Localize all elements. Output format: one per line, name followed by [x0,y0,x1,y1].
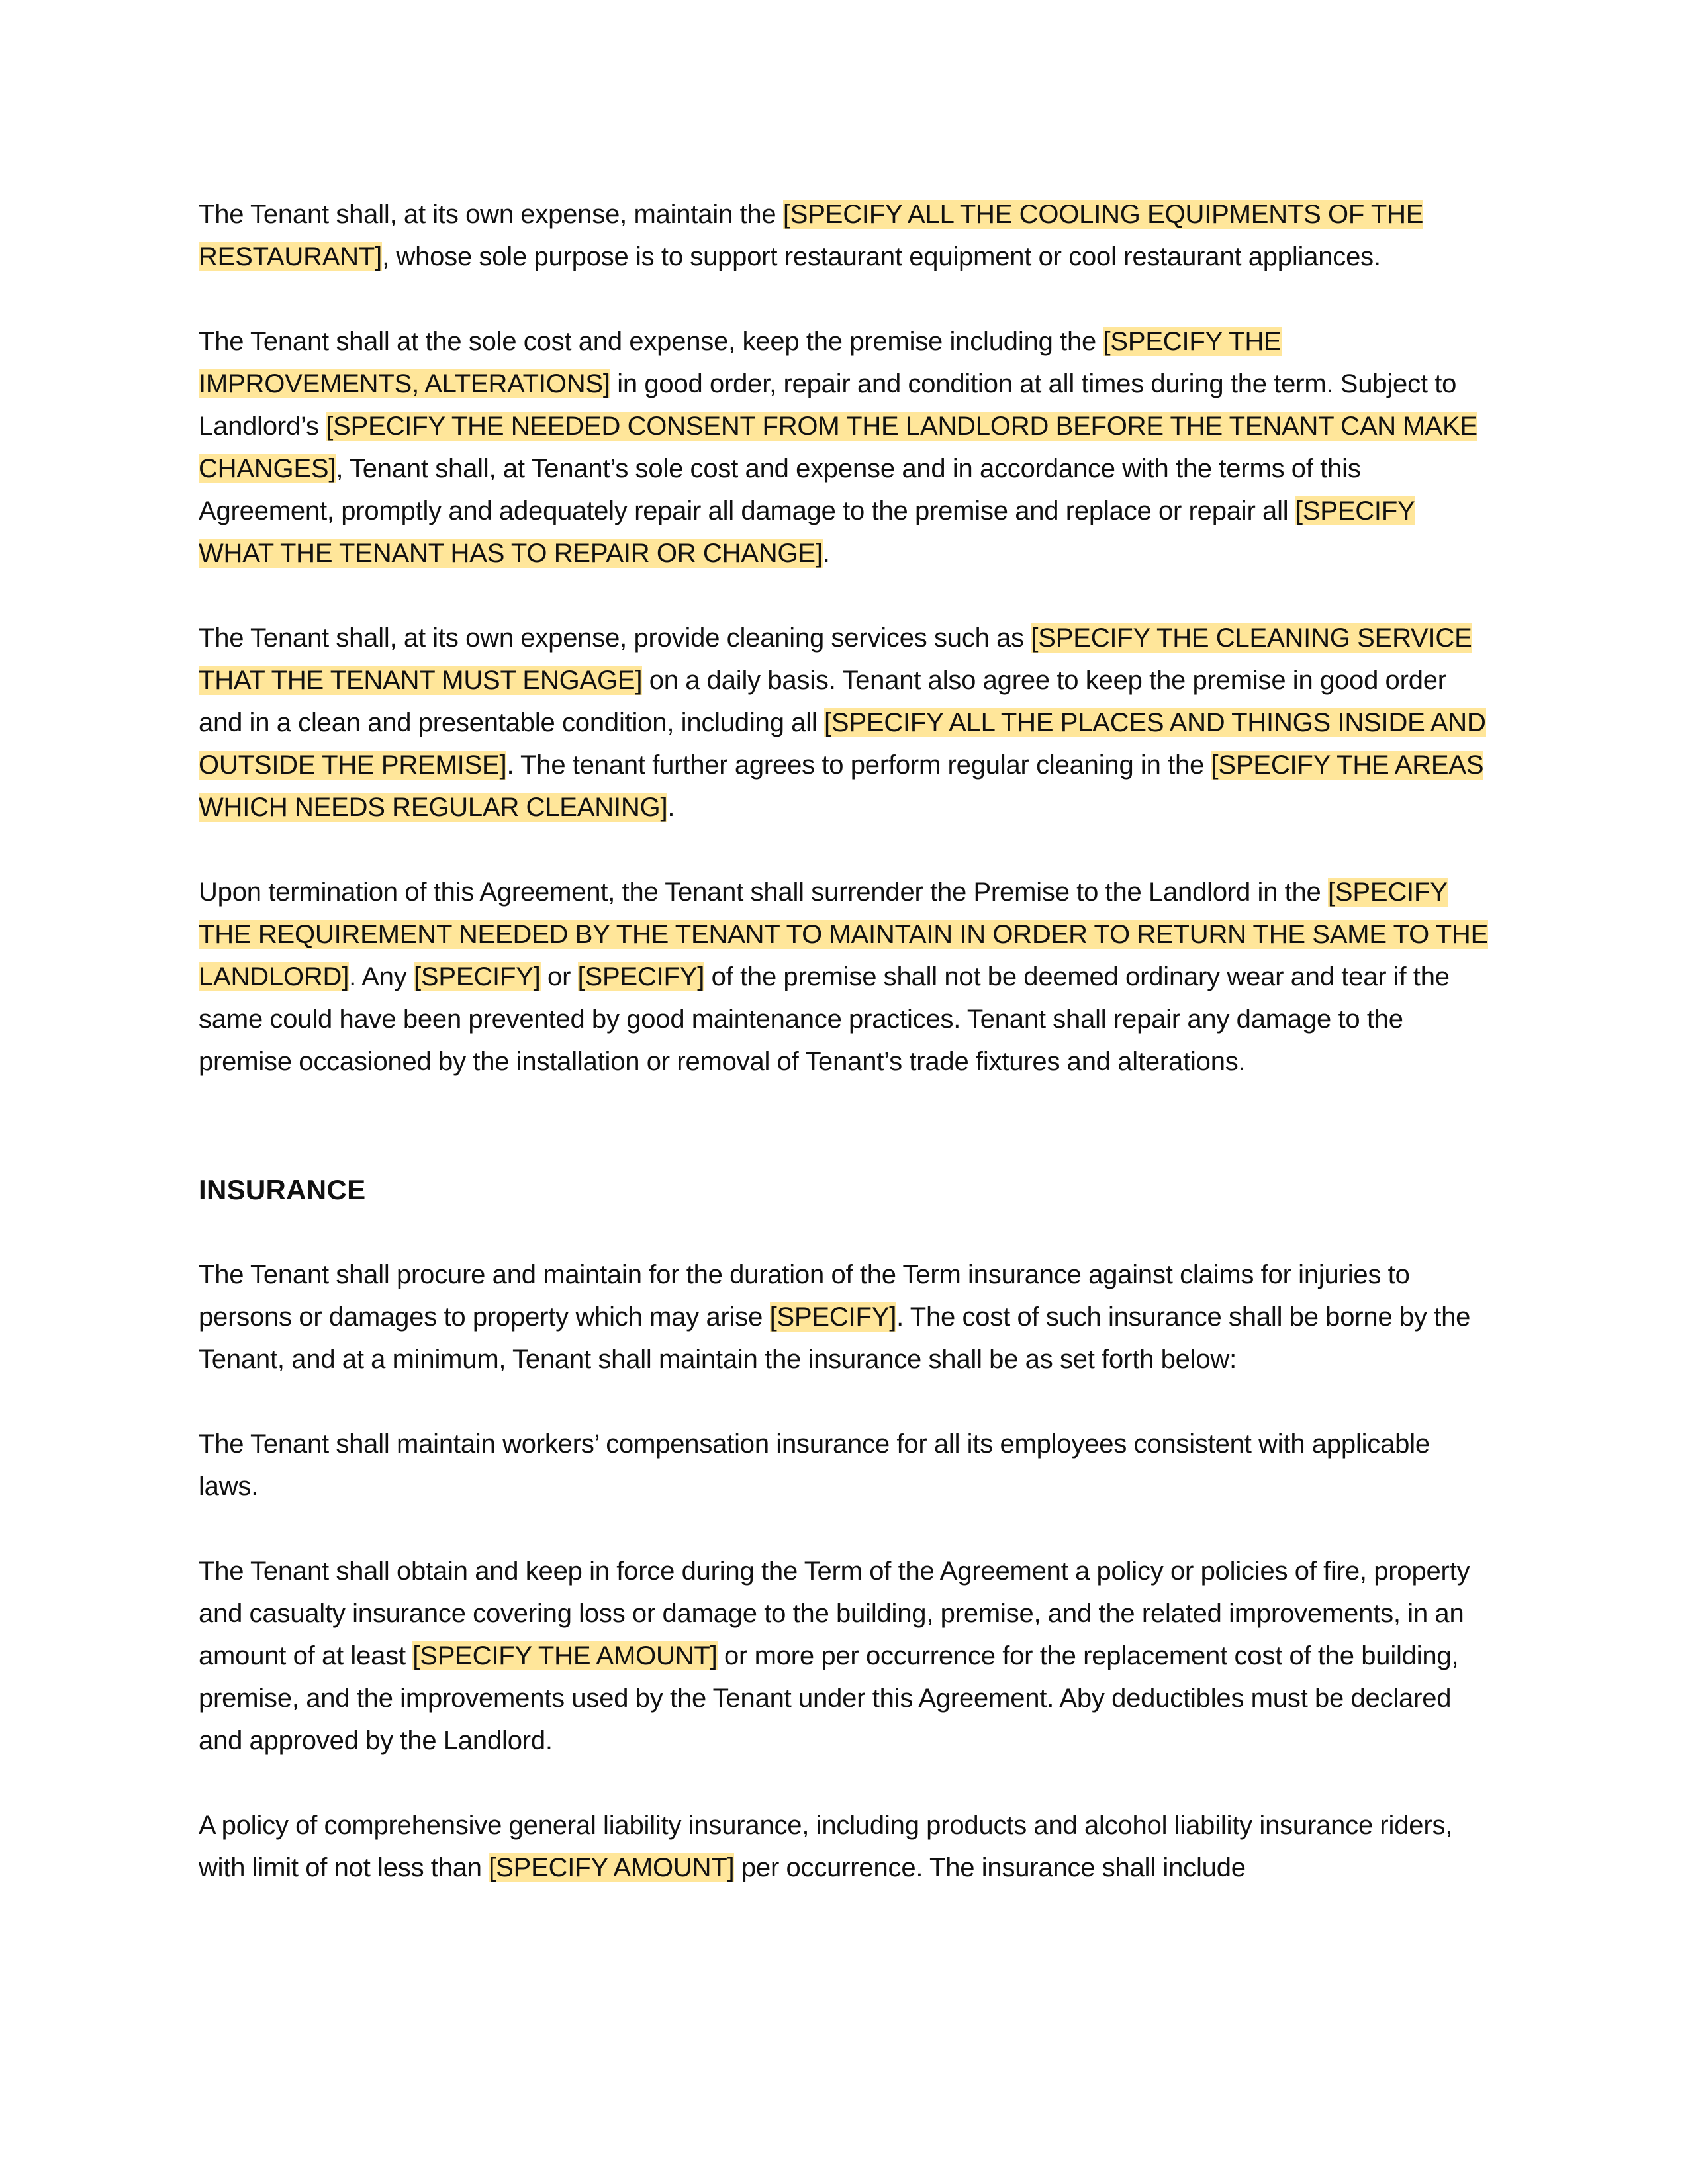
placeholder-highlight: [SPECIFY ALL THE COOLING EQUIPMENTS OF THE RESTAURANT] [199,200,1424,271]
placeholder-highlight: [SPECIFY ALL THE PLACES AND THINGS INSIDE AND OUTSIDE THE PREMISE] [199,708,1486,780]
paragraph-insurance-intro [199,1253,1489,1381]
placeholder-highlight: [SPECIFY THE NEEDED CONSENT FROM THE LANDLORD BEFORE THE TENANT CAN MAKE CHANGES] [199,412,1477,483]
placeholder-highlight: [SPECIFY WHAT THE TENANT HAS TO REPAIR OR CHANGE] [199,496,1415,568]
paragraph-liability-insurance [199,1804,1489,1889]
placeholder-highlight: [SPECIFY THE CLEANING SERVICE THAT THE TENANT MUST ENGAGE] [199,623,1472,695]
text-segment: . The cost of such insurance shall be borne by the Tenant, and at a minimum, Tenant shall maintain the insurance shall be as set forth below: [199,1302,1471,1374]
paragraph-termination [199,871,1489,1083]
placeholder-highlight: [SPECIFY THE REQUIREMENT NEEDED BY THE TENANT TO MAINTAIN IN ORDER TO RETURN THE SAME TO THE LANDLORD] [199,878,1489,991]
text-segment: . The tenant further agrees to perform regular cleaning in the [506,751,1211,780]
text-segment: , whose sole purpose is to support restaurant equipment or cool restaurant appliances. [382,242,1381,271]
text-segment: A policy of comprehensive general liability insurance, including products and alcohol liability insurance riders, with limit of not less than [199,1811,1453,1882]
paragraph-workers-compensation [199,1423,1489,1508]
paragraph-cleaning [199,617,1489,829]
section-heading-insurance: INSURANCE [199,1174,366,1205]
insurance-section [199,1253,1489,1889]
text-segment: . [667,793,675,822]
text-segment: on a daily basis. Tenant also agree to keep the premise in good order and in a clean and presentable condition, including all [199,666,1446,737]
text-segment: The Tenant shall obtain and keep in force during the Term of the Agreement a policy or policies of fire, property and casualty insurance covering loss or damage to the building, premise, and the related improvements, in an amount of at least [199,1557,1470,1670]
placeholder-highlight: [SPECIFY] [769,1302,897,1332]
text-segment: Upon termination of this Agreement, the Tenant shall surrender the Premise to the Landlord in the [199,878,1329,907]
paragraph-repairs [199,320,1489,574]
text-segment: or more per occurrence for the replacement cost of the building, premise, and the improvements used by the Tenant under this Agreement. Aby deductibles must be declared and approved by the Landlord. [199,1641,1459,1755]
text-segment: The Tenant shall, at its own expense, maintain the [199,200,783,229]
placeholder-highlight: [SPECIFY] [577,962,705,991]
text-segment: The Tenant shall procure and maintain for the duration of the Term insurance against claims for injuries to persons or damages to property which may arise [199,1260,1410,1332]
text-segment: . [822,539,830,568]
placeholder-highlight: [SPECIFY AMOUNT] [489,1853,735,1882]
text-segment: or [540,962,578,991]
paragraph-cooling-equipment [199,193,1489,278]
maintenance-section [199,193,1489,1083]
placeholder-highlight: [SPECIFY THE AREAS WHICH NEEDS REGULAR CLEANING] [199,751,1484,822]
text-segment: The Tenant shall, at its own expense, provide cleaning services such as [199,623,1031,653]
text-segment: , Tenant shall, at Tenant’s sole cost and expense and in accordance with the terms of this Agreement, promptly and adequately repair all damage to the premise and replace or repair all [199,454,1361,525]
placeholder-highlight: [SPECIFY THE AMOUNT] [412,1641,718,1670]
text-segment: The Tenant shall at the sole cost and expense, keep the premise including the [199,327,1103,356]
text-segment: . Any [349,962,414,991]
text-segment: per occurrence. The insurance shall include [734,1853,1246,1882]
paragraph-property-insurance [199,1550,1489,1762]
text-segment: of the premise shall not be deemed ordinary wear and tear if the same could have been prevented by good maintenance practices. Tenant shall repair any damage to the premise occasioned by the installation or removal of Tenant’s trade fixtures and alterations. [199,962,1450,1076]
placeholder-highlight: [SPECIFY THE IMPROVEMENTS, ALTERATIONS] [199,327,1282,398]
text-segment: in good order, repair and condition at all times during the term. Subject to Landlord’s [199,369,1457,441]
text-segment: The Tenant shall maintain workers’ compensation insurance for all its employees consistent with applicable laws. [199,1430,1430,1501]
placeholder-highlight: [SPECIFY] [414,962,541,991]
